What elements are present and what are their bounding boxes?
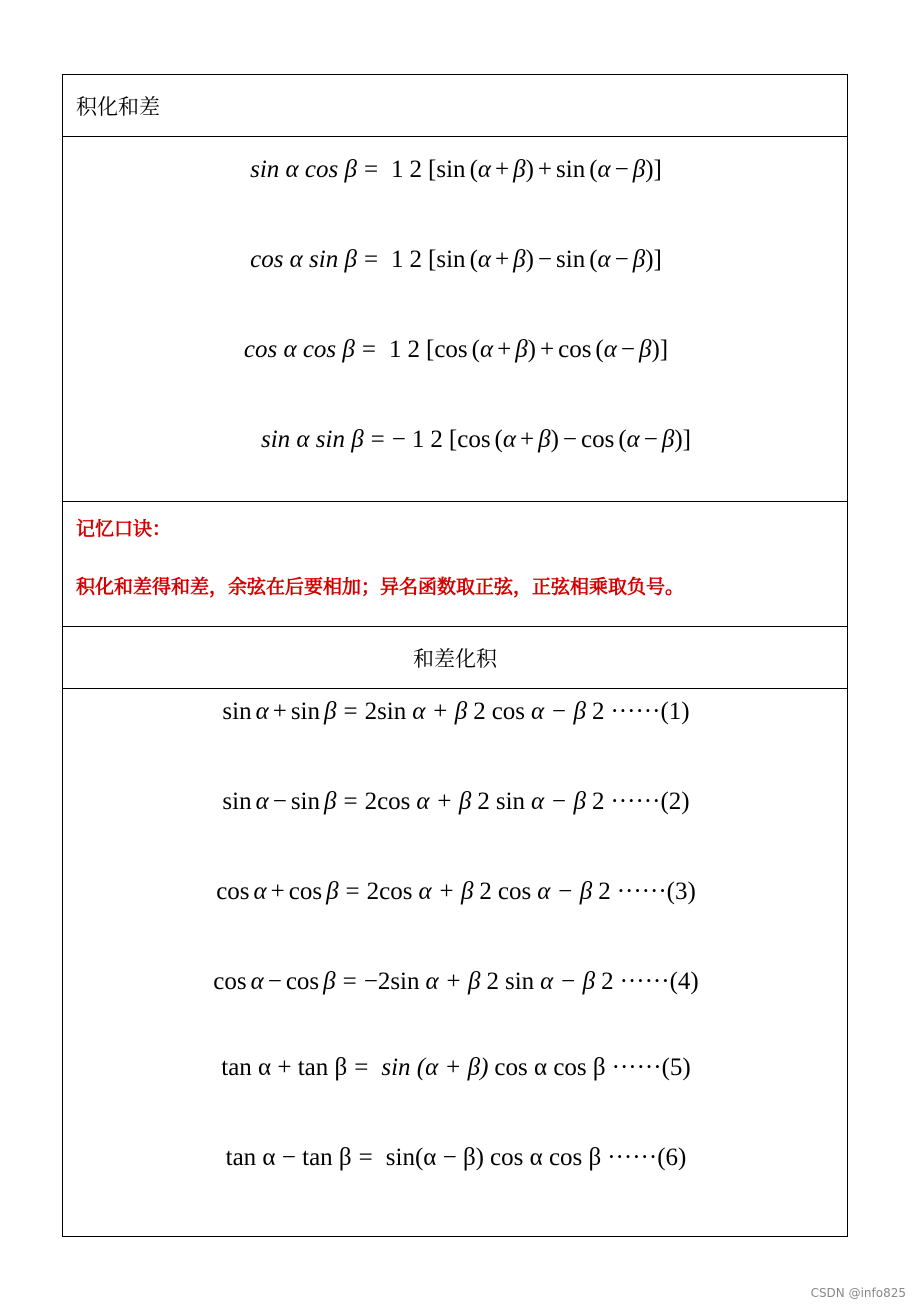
equation-label: (4) <box>669 968 699 996</box>
sum-to-product-title: 和差化积 <box>413 646 497 671</box>
product-to-sum-formula-4: sin α sin β = − 1 2 [ cos ( α + β ) − cos ( α − β )] <box>83 425 869 455</box>
tangent-formula-6: tan α − tan β = sin(α − β) cos α cos β ······ (6) <box>225 1144 687 1172</box>
sum-to-product-formula-1: sin α + sin β = 2 sin α + β 2 cos α − β 2 ······ (1) <box>222 698 690 726</box>
product-to-sum-formula-2: cos α sin β = 1 2 [ sin ( α + β ) − sin ( α − β )] <box>63 245 849 275</box>
sum-to-product-formula-3: cos α + cos β = 2 cos α + β 2 cos α − β 2 ······ (3) <box>216 878 696 906</box>
watermark: CSDN @info825 <box>810 1286 906 1300</box>
product-to-sum-formulas <box>63 137 847 502</box>
product-to-sum-title: 积化和差 <box>76 94 160 119</box>
formula-lhs: tan α + tan β <box>221 1054 348 1082</box>
coefficient-fraction: 1 2 <box>391 246 423 273</box>
coefficient-fraction: 1 2 <box>391 156 423 183</box>
product-to-sum-formula-1: sin α cos β = 1 2 [ sin ( α + β ) + sin ( α − β )] <box>63 155 849 185</box>
sum-to-product-formulas <box>63 689 847 1236</box>
coefficient-fraction: 1 2 <box>388 336 420 363</box>
equation-label: (1) <box>660 698 690 726</box>
formula-lhs: cos α cos β <box>243 336 355 364</box>
product-to-sum-formula-3: cos α cos β = 1 2 [ cos ( α + β ) + cos ( α − β )] <box>63 335 849 365</box>
formula-lhs: sin α sin β <box>260 426 364 454</box>
sum-to-product-formula-4: cos α − cos β = −2 sin α + β 2 sin α − β 2 ······ (4) <box>213 968 699 996</box>
mnemonic-text: 积化和差得和差，余弦在后要相加；异名函数取正弦，正弦相乘取负号。 <box>76 576 685 598</box>
equation-label: (5) <box>661 1054 691 1082</box>
sum-to-product-header <box>63 627 847 689</box>
sum-to-product-formula-2: sin α − sin β = 2 cos α + β 2 sin α − β 2 ······ (2) <box>222 788 690 816</box>
equation-label: (2) <box>660 788 690 816</box>
tangent-formula-5: tan α + tan β = sin (α + β) cos α cos β ······ (5) <box>221 1054 691 1082</box>
equation-label: (3) <box>666 878 696 906</box>
formula-lhs: sin α cos β <box>250 156 357 184</box>
mnemonic-title: 记忆口诀： <box>76 518 172 540</box>
coefficient-fraction: 1 2 <box>411 426 443 453</box>
equation-label: (6) <box>657 1144 687 1172</box>
formula-table <box>62 74 848 1237</box>
formula-lhs: cos α sin β <box>250 246 357 274</box>
mnemonic-box <box>63 502 847 627</box>
formula-lhs: tan α − tan β <box>225 1144 352 1172</box>
product-to-sum-header <box>63 75 847 137</box>
